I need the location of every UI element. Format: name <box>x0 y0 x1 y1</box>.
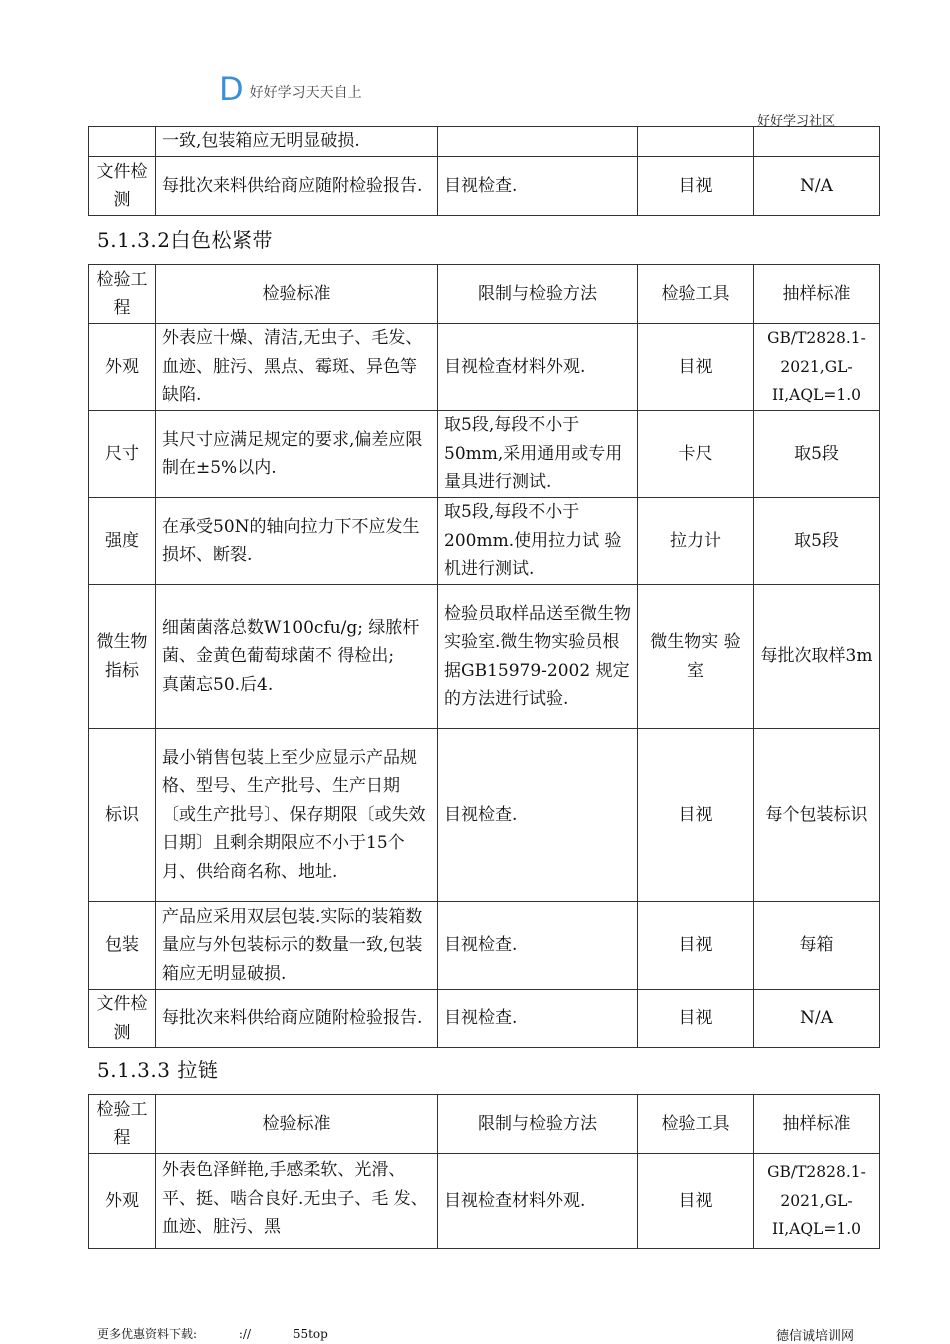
cell-item: 文件检测 <box>89 157 156 216</box>
community-label: 好好学习社区 <box>756 114 835 129</box>
section-title: 5.1.3.3 拉链 <box>97 1058 219 1082</box>
footer-link[interactable]: 55top <box>292 1327 328 1341</box>
cell-item: 外观 <box>89 324 156 411</box>
cell-item: 尺寸 <box>89 411 156 498</box>
cell-sampling: 取5段 <box>754 411 880 498</box>
cell-item: 外观 <box>89 1154 156 1249</box>
footer-sep: :// <box>238 1327 252 1341</box>
table-row <box>89 157 880 216</box>
table-header-row <box>89 1095 880 1154</box>
cell-standard: 每批次来料供给商应随附检验报告. <box>156 990 438 1048</box>
cell-standard: 在承受50N的轴向拉力下不应发生损坏、断裂. <box>156 498 438 585</box>
logo-letter: D <box>219 70 244 108</box>
cell-item <box>89 127 156 157</box>
cell-method: 目视检查材料外观. <box>438 324 638 411</box>
zipper-table <box>88 1094 880 1249</box>
cell-standard: 产品应采用双层包装.实际的装箱数量应与外包装标示的数量一致,包装箱应无明显破损. <box>156 902 438 990</box>
cell-tool: 目视 <box>638 1154 754 1249</box>
cell-method: 取5段,每段不小于200mm.使用拉力试 验机进行测试. <box>438 498 638 585</box>
cell-sampling: GB/T2828.1-2021,GL-II,AQL=1.0 <box>754 1154 880 1249</box>
cell-sampling: GB/T2828.1-2021,GL-II,AQL=1.0 <box>754 324 880 411</box>
table-row <box>89 411 880 498</box>
cell-standard: 其尺寸应满足规定的要求,偏差应限制在±5%以内. <box>156 411 438 498</box>
cell-method: 取5段,每段不小于50mm,采用通用或专用量具进行测试. <box>438 411 638 498</box>
footer-brand: 德信诚培训网 <box>775 1329 854 1344</box>
cell-method: 目视检查材料外观. <box>438 1154 638 1249</box>
header-standard: 检验标准 <box>156 265 438 324</box>
table-row <box>89 990 880 1048</box>
cell-sampling: N/A <box>754 990 880 1048</box>
cell-sampling <box>754 127 880 157</box>
cell-tool: 拉力计 <box>638 498 754 585</box>
header-item: 检验工程 <box>89 265 156 324</box>
cell-tool: 目视 <box>638 157 754 216</box>
cell-method: 目视检查. <box>438 902 638 990</box>
cell-method: 检验员取样品送至微生物实验室.微生物实验员根据GB15979-2002 规定的方法进行试验. <box>438 585 638 729</box>
cell-tool: 目视 <box>638 729 754 902</box>
cell-sampling: 取5段 <box>754 498 880 585</box>
cell-tool: 微生物实 验室 <box>638 585 754 729</box>
top-table <box>88 126 880 216</box>
cell-method <box>438 127 638 157</box>
table-row <box>89 1154 880 1249</box>
header-standard: 检验标准 <box>156 1095 438 1154</box>
table-row <box>89 729 880 902</box>
cell-item: 文件检测 <box>89 990 156 1048</box>
table-header-row <box>89 265 880 324</box>
header-sampling: 抽样标准 <box>754 1095 880 1154</box>
cell-method: 目视检查. <box>438 729 638 902</box>
elastic-band-table <box>88 264 880 1048</box>
header-tool: 检验工具 <box>638 265 754 324</box>
table-row <box>89 498 880 585</box>
header-method: 限制与检验方法 <box>438 1095 638 1154</box>
cell-tool: 目视 <box>638 990 754 1048</box>
section-title: 5.1.3.2白色松紧带 <box>97 228 273 252</box>
cell-item: 强度 <box>89 498 156 585</box>
cell-standard: 外表应十燥、清洁,无虫子、毛发、血迹、脏污、黑点、霉斑、异色等缺陷. <box>156 324 438 411</box>
cell-tool <box>638 127 754 157</box>
cell-standard: 细菌菌落总数W100cfu/g; 绿脓杆菌、金黄色葡萄球菌不 得检出; 真菌忘50.后4. <box>156 585 438 729</box>
table-row <box>89 902 880 990</box>
cell-sampling: 每批次取样3m <box>754 585 880 729</box>
header-item: 检验工程 <box>89 1095 156 1154</box>
cell-sampling: N/A <box>754 157 880 216</box>
cell-tool: 目视 <box>638 902 754 990</box>
cell-method: 目视检查. <box>438 157 638 216</box>
cell-tool: 卡尺 <box>638 411 754 498</box>
cell-standard: 每批次来料供给商应随附检验报告. <box>156 157 438 216</box>
cell-item: 微生物指标 <box>89 585 156 729</box>
table-row <box>89 324 880 411</box>
cell-item: 包装 <box>89 902 156 990</box>
cell-sampling: 每个包装标识 <box>754 729 880 902</box>
cell-standard <box>156 1154 438 1249</box>
header-tool: 检验工具 <box>638 1095 754 1154</box>
cell-sampling: 每箱 <box>754 902 880 990</box>
cell-standard: 一致,包装箱应无明显破损. <box>156 127 438 157</box>
cell-tool: 目视 <box>638 324 754 411</box>
cell-method: 目视检查. <box>438 990 638 1048</box>
cell-standard: 最小销售包装上至少应显示产品规格、型号、生产批号、生产日期〔或生产批号〕、保存期限〔或失效日期〕且剩余期限应不小于15个月、供给商名称、地址. <box>156 729 438 902</box>
logo <box>219 70 362 108</box>
footer-download <box>97 1325 366 1342</box>
footer-label: 更多优惠资料下载: <box>97 1327 198 1341</box>
logo-text: 好好学习天天自上 <box>249 85 362 101</box>
table-row <box>89 127 880 157</box>
cell-standard-text: 外表色泽鲜艳,手感柔软、光滑、 平、挺、啮合良好.无虫子、毛 发、血迹、脏污、黑 <box>162 1160 428 1237</box>
header-method: 限制与检验方法 <box>438 265 638 324</box>
cell-item: 标识 <box>89 729 156 902</box>
table-row <box>89 585 880 729</box>
header-sampling: 抽样标准 <box>754 265 880 324</box>
